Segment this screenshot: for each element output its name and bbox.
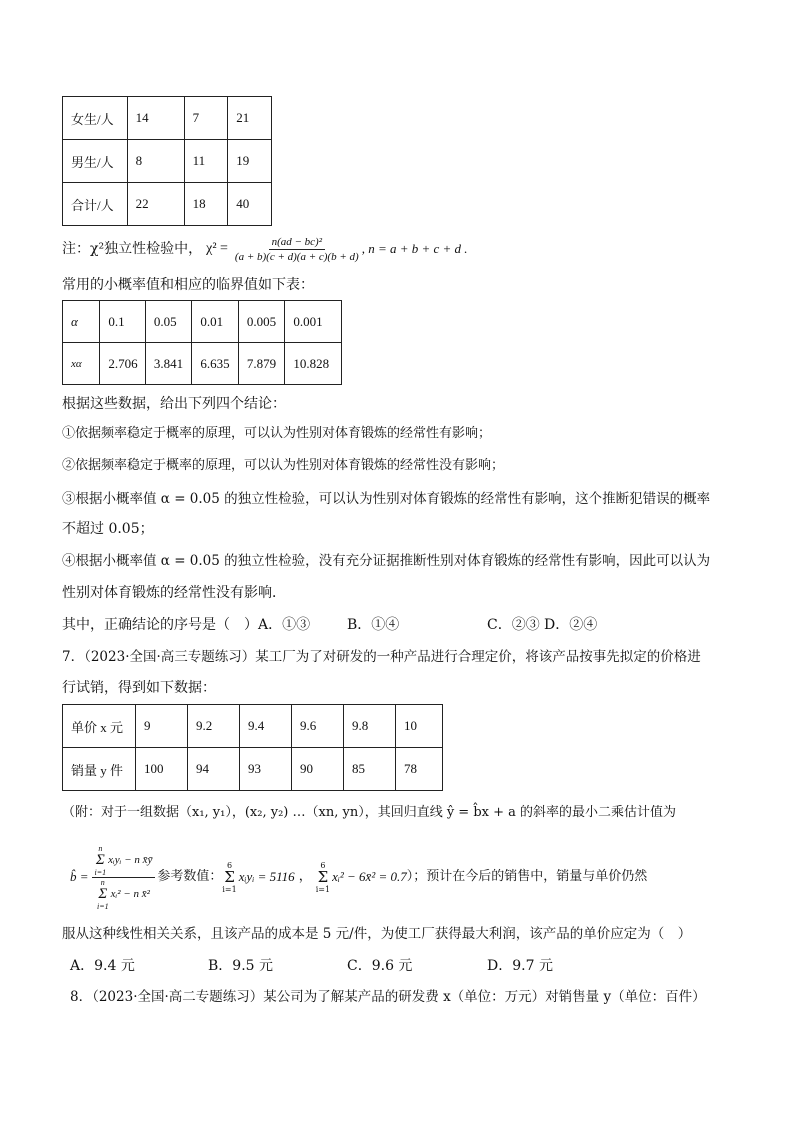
critical-value: 6.635: [192, 343, 239, 385]
sales-value: 85: [344, 748, 396, 791]
table2-intro: 常用的小概率值和相应的临界值如下表：: [62, 277, 314, 293]
sales-value: 93: [240, 748, 292, 791]
ref-tail: ）；预计在今后的销售中，销量与单价仍然: [406, 869, 648, 884]
q7-stem-line1: 7．（2023·全国·高三专题练习）某工厂为了对研发的一种产品进行合理定价，将该产品按事先拟定的价格进: [62, 649, 701, 665]
chi-formula-fraction: [232, 235, 362, 264]
price-header: 单价 x 元: [63, 705, 136, 748]
table-cell: 21: [228, 97, 272, 140]
note-prefix: 注：: [62, 241, 90, 257]
table-cell: 11: [184, 140, 228, 183]
sales-value: 94: [188, 748, 240, 791]
q7-formula-line: [70, 842, 647, 912]
conclusion-4-line2: 性别对体育锻炼的经常性没有影响．: [62, 585, 286, 601]
table-cell: 22: [127, 183, 184, 226]
critical-value: 10.828: [285, 343, 342, 385]
table-cell: 19: [228, 140, 272, 183]
table-cell: 男生/人: [63, 140, 128, 183]
price-value: 9.6: [292, 705, 344, 748]
table-cell: 合计/人: [63, 183, 128, 226]
q8-stem-line1: 8．（2023·全国·高二专题练习）某公司为了解某产品的研发费 x（单位：万元）对销售量 y（单位：百件）: [70, 989, 706, 1005]
note-tail: , n = a + b + c + d .: [361, 241, 468, 256]
sales-value: 100: [136, 748, 188, 791]
q7-option-a: A．9.4 元: [70, 958, 135, 974]
critical-value-table: [62, 300, 342, 385]
ref-label: 参考数值：: [157, 869, 223, 884]
table-cell: 8: [127, 140, 184, 183]
alpha-value: 0.005: [238, 301, 285, 343]
q6-stem-option-a: 其中，正确结论的序号是（ ）A．①③: [62, 617, 311, 633]
price-value: 9.2: [188, 705, 240, 748]
sales-value: 78: [396, 748, 443, 791]
table-cell: 40: [228, 183, 272, 226]
q7-appendix: （附：对于一组数据（x₁, y₁），(x₂, y₂) …（xn, yn），其回归直线 ŷ = b̂x + a 的斜率的最小二乘估计值为: [62, 805, 677, 820]
slope-fraction: [92, 844, 156, 911]
conclusion-3-line2: 不超过 0.05；: [62, 521, 154, 537]
note-chi-label: χ²独立性检验中，: [90, 241, 203, 257]
slope-denominator: n Σ i=1 xᵢ² − n x̄²: [96, 877, 150, 911]
price-value: 9: [136, 705, 188, 748]
q7-stem-line2: 行试销，得到如下数据：: [62, 680, 216, 696]
price-value: 10: [396, 705, 443, 748]
q7-stem-line3: 服从这种线性相关关系，且该产品的成本是 5 元/件，为使工厂获得最大利润，该产品的单价应定为（ ）: [62, 926, 692, 942]
conclusion-1: ①依据频率稳定于概率的原理，可以认为性别对体育锻炼的经常性有影响；: [62, 426, 492, 441]
table-cell: 7: [184, 97, 228, 140]
critical-value: 2.706: [100, 343, 145, 385]
table-cell: 女生/人: [63, 97, 128, 140]
alpha-header: α: [63, 301, 100, 343]
chi-formula-denominator: (a + b)(c + d)(a + c)(b + d): [234, 250, 359, 263]
q6-option-b: B．①④: [347, 617, 400, 633]
table-cell: 18: [184, 183, 228, 226]
conclusion-4-line1: ④根据小概率值 α = 0.05 的独立性检验，没有充分证据推断性别对体育锻炼的经常性有影响，因此可以认为: [62, 553, 711, 569]
q7-option-d: D．9.7 元: [487, 958, 553, 974]
sales-value: 90: [292, 748, 344, 791]
q6-option-d: D．②④: [544, 617, 598, 633]
sum-symbol-icon: n Σ i=1: [96, 877, 109, 911]
sum-symbol-icon: n Σ i=1: [94, 843, 107, 877]
slope-numerator: n Σ i=1 xᵢyᵢ − n x̄ȳ: [92, 844, 156, 878]
gender-table: [62, 96, 272, 226]
price-value: 9.8: [344, 705, 396, 748]
ref-value-1: xᵢyᵢ = 5116: [238, 869, 295, 884]
slope-lhs: b̂ =: [70, 869, 89, 884]
alpha-value: 0.01: [192, 301, 239, 343]
sales-header: 销量 y 件: [63, 748, 136, 791]
ref-value-2: xᵢ² − 6x̄² = 0.7: [332, 869, 407, 884]
sum-symbol-icon: 6 Σ i=1: [222, 860, 237, 894]
critical-value: 3.841: [145, 343, 192, 385]
conclusion-2: ②依据频率稳定于概率的原理，可以认为性别对体育锻炼的经常性没有影响；: [62, 458, 505, 473]
chi-formula-numerator: n(ad − bc)²: [269, 235, 325, 250]
critical-header: xα: [63, 343, 100, 385]
conclusions-intro: 根据这些数据，给出下列四个结论：: [62, 396, 286, 412]
comma: ，: [298, 869, 312, 884]
critical-value: 7.879: [238, 343, 285, 385]
sum-symbol-icon: 6 Σ i=1: [315, 860, 331, 894]
q6-option-c: C．②③: [487, 617, 540, 633]
chi-square-note: [62, 230, 468, 268]
alpha-value: 0.05: [145, 301, 192, 343]
price-sales-table: [62, 704, 443, 791]
conclusion-3-line1: ③根据小概率值 α = 0.05 的独立性检验，可以认为性别对体育锻炼的经常性有影响，这个推断犯错误的概率: [62, 491, 711, 507]
alpha-value: 0.001: [285, 301, 342, 343]
chi-lhs: χ² =: [206, 241, 228, 256]
price-value: 9.4: [240, 705, 292, 748]
table-cell: 14: [127, 97, 184, 140]
alpha-value: 0.1: [100, 301, 145, 343]
q7-option-c: C．9.6 元: [347, 958, 413, 974]
q7-option-b: B．9.5 元: [208, 958, 274, 974]
